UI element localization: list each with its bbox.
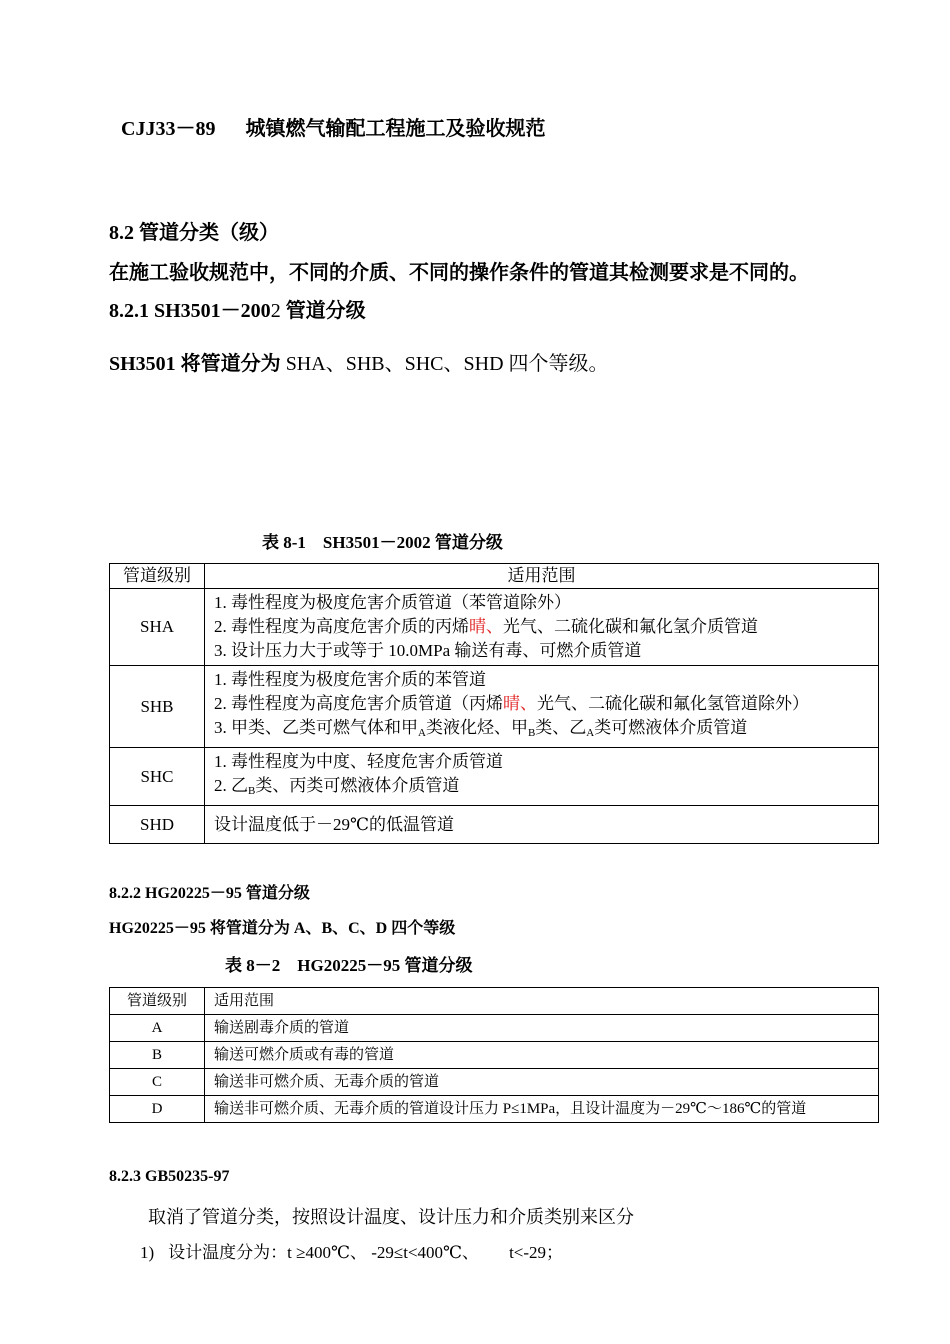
scope-line: 2. 毒性程度为高度危害介质的丙烯晴、光气、二硫化碳和氟化氢介质管道	[214, 617, 758, 636]
document-header	[121, 112, 545, 141]
section-8-2-2-heading: 8.2.2 HG20225－95 管道分级	[109, 885, 310, 902]
scope-line: 2. 毒性程度为高度危害介质管道（丙烯晴、光气、二硫化碳和氟化氢管道除外）	[214, 694, 809, 713]
scope-line: 2. 乙$_B$类、丙类可燃液体介质管道	[214, 776, 460, 797]
level-cell: SHA	[110, 589, 205, 666]
section-8-2-3-heading: 8.2.3 GB50235-97	[109, 1168, 230, 1185]
table-row	[110, 1015, 879, 1042]
lead-rest: SHA、SHB、SHC、SHD 四个等级。	[280, 353, 609, 375]
scope-line: 1. 毒性程度为极度危害介质的苯管道	[214, 670, 486, 689]
level-cell: SHD	[110, 806, 205, 844]
table2-hg20225-classification	[109, 987, 879, 1123]
scope-line: 3. 甲类、乙类可燃气体和甲$_A$类液化烃、甲$_B$类、乙$_A$类可燃液体介质管道	[214, 718, 748, 739]
scope-cell: 输送可燃介质或有毒的管道	[205, 1042, 879, 1069]
scope-cell	[205, 748, 879, 806]
heading-tail: 管道分级	[280, 300, 366, 322]
level-cell: C	[110, 1069, 205, 1096]
heading-digit: 2	[270, 300, 281, 322]
col-header-level: 管道级别	[110, 564, 205, 589]
standard-title: 城镇燃气输配工程施工及验收规范	[245, 118, 546, 140]
highlight-text: 晴、	[469, 617, 503, 636]
lead-bold: SH3501 将管道分为	[109, 353, 281, 375]
table1-sh3501-classification	[109, 563, 879, 844]
col-header-level: 管道级别	[110, 988, 205, 1015]
level-cell: D	[110, 1096, 205, 1123]
list-item-number: 1)	[140, 1243, 155, 1262]
scope-cell: 输送剧毒介质的管道	[205, 1015, 879, 1042]
table-row	[110, 1096, 879, 1123]
section-8-2-intro: 在施工验收规范中，不同的介质、不同的操作条件的管道其检测要求是不同的。	[109, 262, 809, 284]
list-item-text: 设计温度分为：t ≥400℃、 -29≤t<400℃、	[168, 1243, 480, 1262]
list-item-text-tail: t<-29；	[509, 1243, 564, 1262]
heading-bold-part: 8.2.1 SH3501－200	[109, 300, 271, 322]
level-cell: SHB	[110, 666, 205, 748]
level-cell: A	[110, 1015, 205, 1042]
table2-caption: 表 8－2 HG20225－95 管道分级	[225, 956, 473, 975]
table-row	[110, 1069, 879, 1096]
col-header-scope: 适用范围	[205, 564, 879, 589]
section-8-2-heading: 8.2 管道分类（级）	[109, 222, 279, 244]
table1-caption: 表 8-1 SH3501－2002 管道分级	[262, 533, 503, 552]
highlight-text: 晴、	[503, 694, 537, 713]
section-8-2-2-lead: HG20225－95 将管道分为 A、B、C、D 四个等级	[109, 920, 456, 937]
level-cell: B	[110, 1042, 205, 1069]
scope-cell: 输送非可燃介质、无毒介质的管道设计压力 P≤1MPa，且设计温度为－29℃～186℃的管道	[205, 1096, 879, 1123]
table-row-shc	[110, 748, 879, 806]
scope-line: 3. 设计压力大于或等于 10.0MPa 输送有毒、可燃介质管道	[214, 641, 642, 660]
table-header-row	[110, 988, 879, 1015]
table-row-shd	[110, 806, 879, 844]
table-row-shb	[110, 666, 879, 748]
scope-cell: 设计温度低于－29℃的低温管道	[205, 806, 879, 844]
section-8-2-1-heading	[109, 294, 366, 323]
table-row-sha	[110, 589, 879, 666]
table-row	[110, 1042, 879, 1069]
table-header-row	[110, 564, 879, 589]
scope-line: 1. 毒性程度为中度、轻度危害介质管道	[214, 752, 503, 771]
section-8-2-3-text: 取消了管道分类，按照设计温度、设计压力和介质类别来区分	[148, 1207, 634, 1227]
list-item	[140, 1238, 563, 1263]
scope-cell	[205, 666, 879, 748]
col-header-scope: 适用范围	[205, 988, 879, 1015]
scope-cell: 输送非可燃介质、无毒介质的管道	[205, 1069, 879, 1096]
scope-cell	[205, 589, 879, 666]
standard-code: CJJ33－89	[121, 118, 216, 140]
level-cell: SHC	[110, 748, 205, 806]
sh3501-lead	[109, 347, 609, 376]
scope-line: 1. 毒性程度为极度危害介质管道（苯管道除外）	[214, 593, 571, 612]
